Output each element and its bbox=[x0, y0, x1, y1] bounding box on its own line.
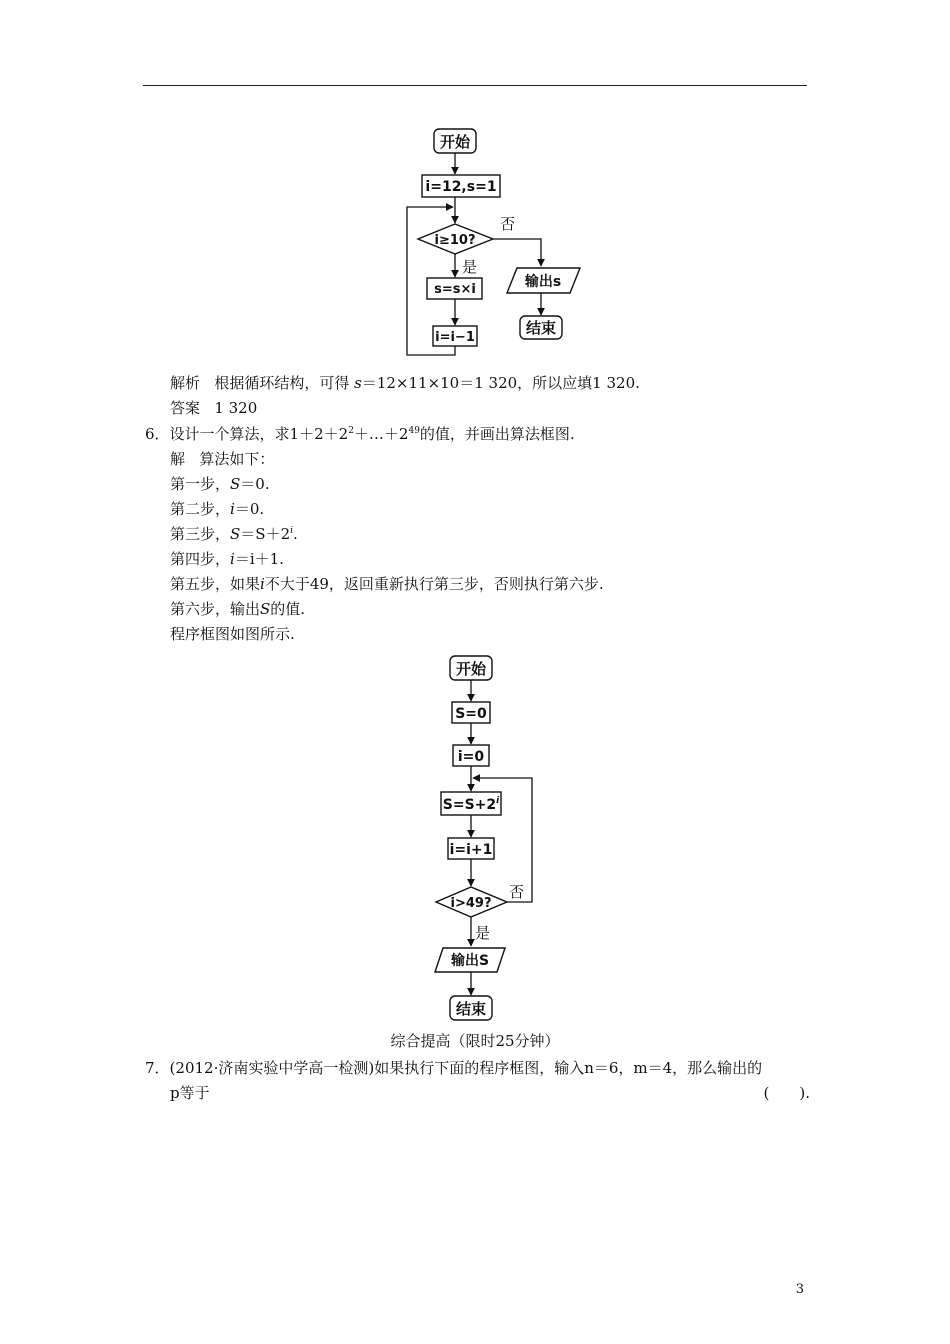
q6-text-a: 设计一个算法，求1＋2＋2 bbox=[169, 425, 349, 443]
fc2-process-label bbox=[443, 796, 500, 813]
answer-label: 答案 bbox=[170, 399, 201, 417]
fc1-init-label: i=12,s=1 bbox=[425, 179, 497, 195]
step-prefix: 第六步，输出 bbox=[170, 600, 261, 618]
solution-step bbox=[170, 549, 284, 569]
solution-intro bbox=[170, 449, 274, 469]
fc1-start-label: 开始 bbox=[439, 133, 471, 151]
analysis-text-a: 根据循环结构，可得 bbox=[214, 374, 350, 392]
solution-intro-text: 算法如下： bbox=[199, 450, 275, 468]
solution-step bbox=[170, 524, 298, 544]
q6-sup-a: 2 bbox=[348, 426, 354, 436]
q7-number: 7． bbox=[145, 1059, 170, 1077]
step-end: . bbox=[293, 525, 298, 543]
step-rest: ＝S＋2 bbox=[240, 525, 291, 543]
step-prefix: 第二步， bbox=[170, 500, 231, 518]
step-rest: 的值. bbox=[270, 600, 306, 618]
step-prefix: 第一步， bbox=[170, 475, 231, 493]
step-var: i bbox=[260, 575, 265, 593]
fc1-process-label: s=s×i bbox=[434, 282, 476, 297]
q6-number: 6． bbox=[145, 425, 170, 443]
step-var: S bbox=[230, 525, 241, 543]
fc1-output-label: 输出s bbox=[524, 274, 562, 290]
question-6 bbox=[145, 424, 575, 444]
step-rest: ＝i＋1. bbox=[234, 550, 284, 568]
fc2-end-label: 结束 bbox=[455, 1000, 487, 1018]
fc2-update-label: i=i+1 bbox=[449, 842, 493, 858]
q7-line2: p等于 bbox=[170, 1084, 210, 1102]
step-var: i bbox=[230, 500, 235, 518]
fc1-update-label: i=i−1 bbox=[435, 330, 475, 345]
step-prefix: 第五步，如果 bbox=[170, 575, 261, 593]
analysis-text-b: ＝12×11×10＝1 320，所以应填1 320. bbox=[361, 374, 640, 392]
q7-answer-blank: ( ). bbox=[763, 1084, 810, 1102]
fc2-start-label: 开始 bbox=[455, 660, 487, 678]
fc1-no-path bbox=[493, 239, 541, 266]
step-prefix: 第四步， bbox=[170, 550, 231, 568]
fc2-process-base: S=S+2 bbox=[442, 797, 497, 813]
fc2-no-label: 否 bbox=[509, 883, 525, 901]
solution-step bbox=[170, 574, 604, 594]
fc1-end-label: 结束 bbox=[525, 319, 557, 337]
fc2-init-s-label: S=0 bbox=[455, 706, 487, 722]
fc1-no-label: 否 bbox=[500, 215, 516, 233]
q6-text-c: 的值，并画出算法框图. bbox=[419, 425, 575, 443]
solution-outro: 程序框图如图所示. bbox=[170, 625, 295, 643]
analysis-var: s bbox=[354, 374, 362, 392]
fc2-condition-label: i>49? bbox=[450, 896, 492, 911]
answer-value: 1 320 bbox=[214, 399, 258, 417]
step-sup: i bbox=[290, 526, 294, 536]
flowchart-2 bbox=[425, 650, 545, 1028]
q7-line2-row bbox=[170, 1083, 810, 1103]
solution-step bbox=[170, 499, 264, 519]
step-rest: ＝0. bbox=[234, 500, 265, 518]
step-rest: 不大于49，返回重新执行第三步，否则执行第六步. bbox=[264, 575, 604, 593]
analysis-line bbox=[170, 373, 640, 393]
step-rest: ＝0. bbox=[240, 475, 270, 493]
page-number: 3 bbox=[795, 1282, 804, 1297]
step-var: S bbox=[260, 600, 271, 618]
fc2-yes-label: 是 bbox=[475, 924, 491, 942]
q6-sup-b: 49 bbox=[408, 426, 420, 436]
flowchart-1 bbox=[390, 120, 590, 360]
solution-step bbox=[170, 599, 305, 619]
solution-label: 解 bbox=[170, 450, 186, 468]
fc1-yes-label: 是 bbox=[462, 258, 478, 276]
solution-step bbox=[170, 474, 270, 494]
header-rule bbox=[143, 85, 807, 86]
q7-line1: (2012·济南实验中学高一检测)如果执行下面的程序框图，输入n＝6，m＝4，那么输出的 bbox=[169, 1059, 763, 1077]
section-title: 综合提高（限时25分钟） bbox=[390, 1032, 560, 1050]
fc2-process-sup: i bbox=[496, 796, 500, 806]
answer-line bbox=[170, 398, 257, 418]
step-var: i bbox=[230, 550, 235, 568]
q6-text-b: ＋…＋2 bbox=[353, 425, 409, 443]
analysis-label: 解析 bbox=[170, 374, 201, 392]
step-prefix: 第三步， bbox=[170, 525, 231, 543]
fc2-output-label: 输出S bbox=[450, 953, 490, 969]
step-var: S bbox=[230, 475, 241, 493]
fc1-condition-label: i≥10? bbox=[434, 233, 476, 248]
fc2-init-i-label: i=0 bbox=[457, 749, 485, 765]
question-7 bbox=[145, 1058, 762, 1078]
